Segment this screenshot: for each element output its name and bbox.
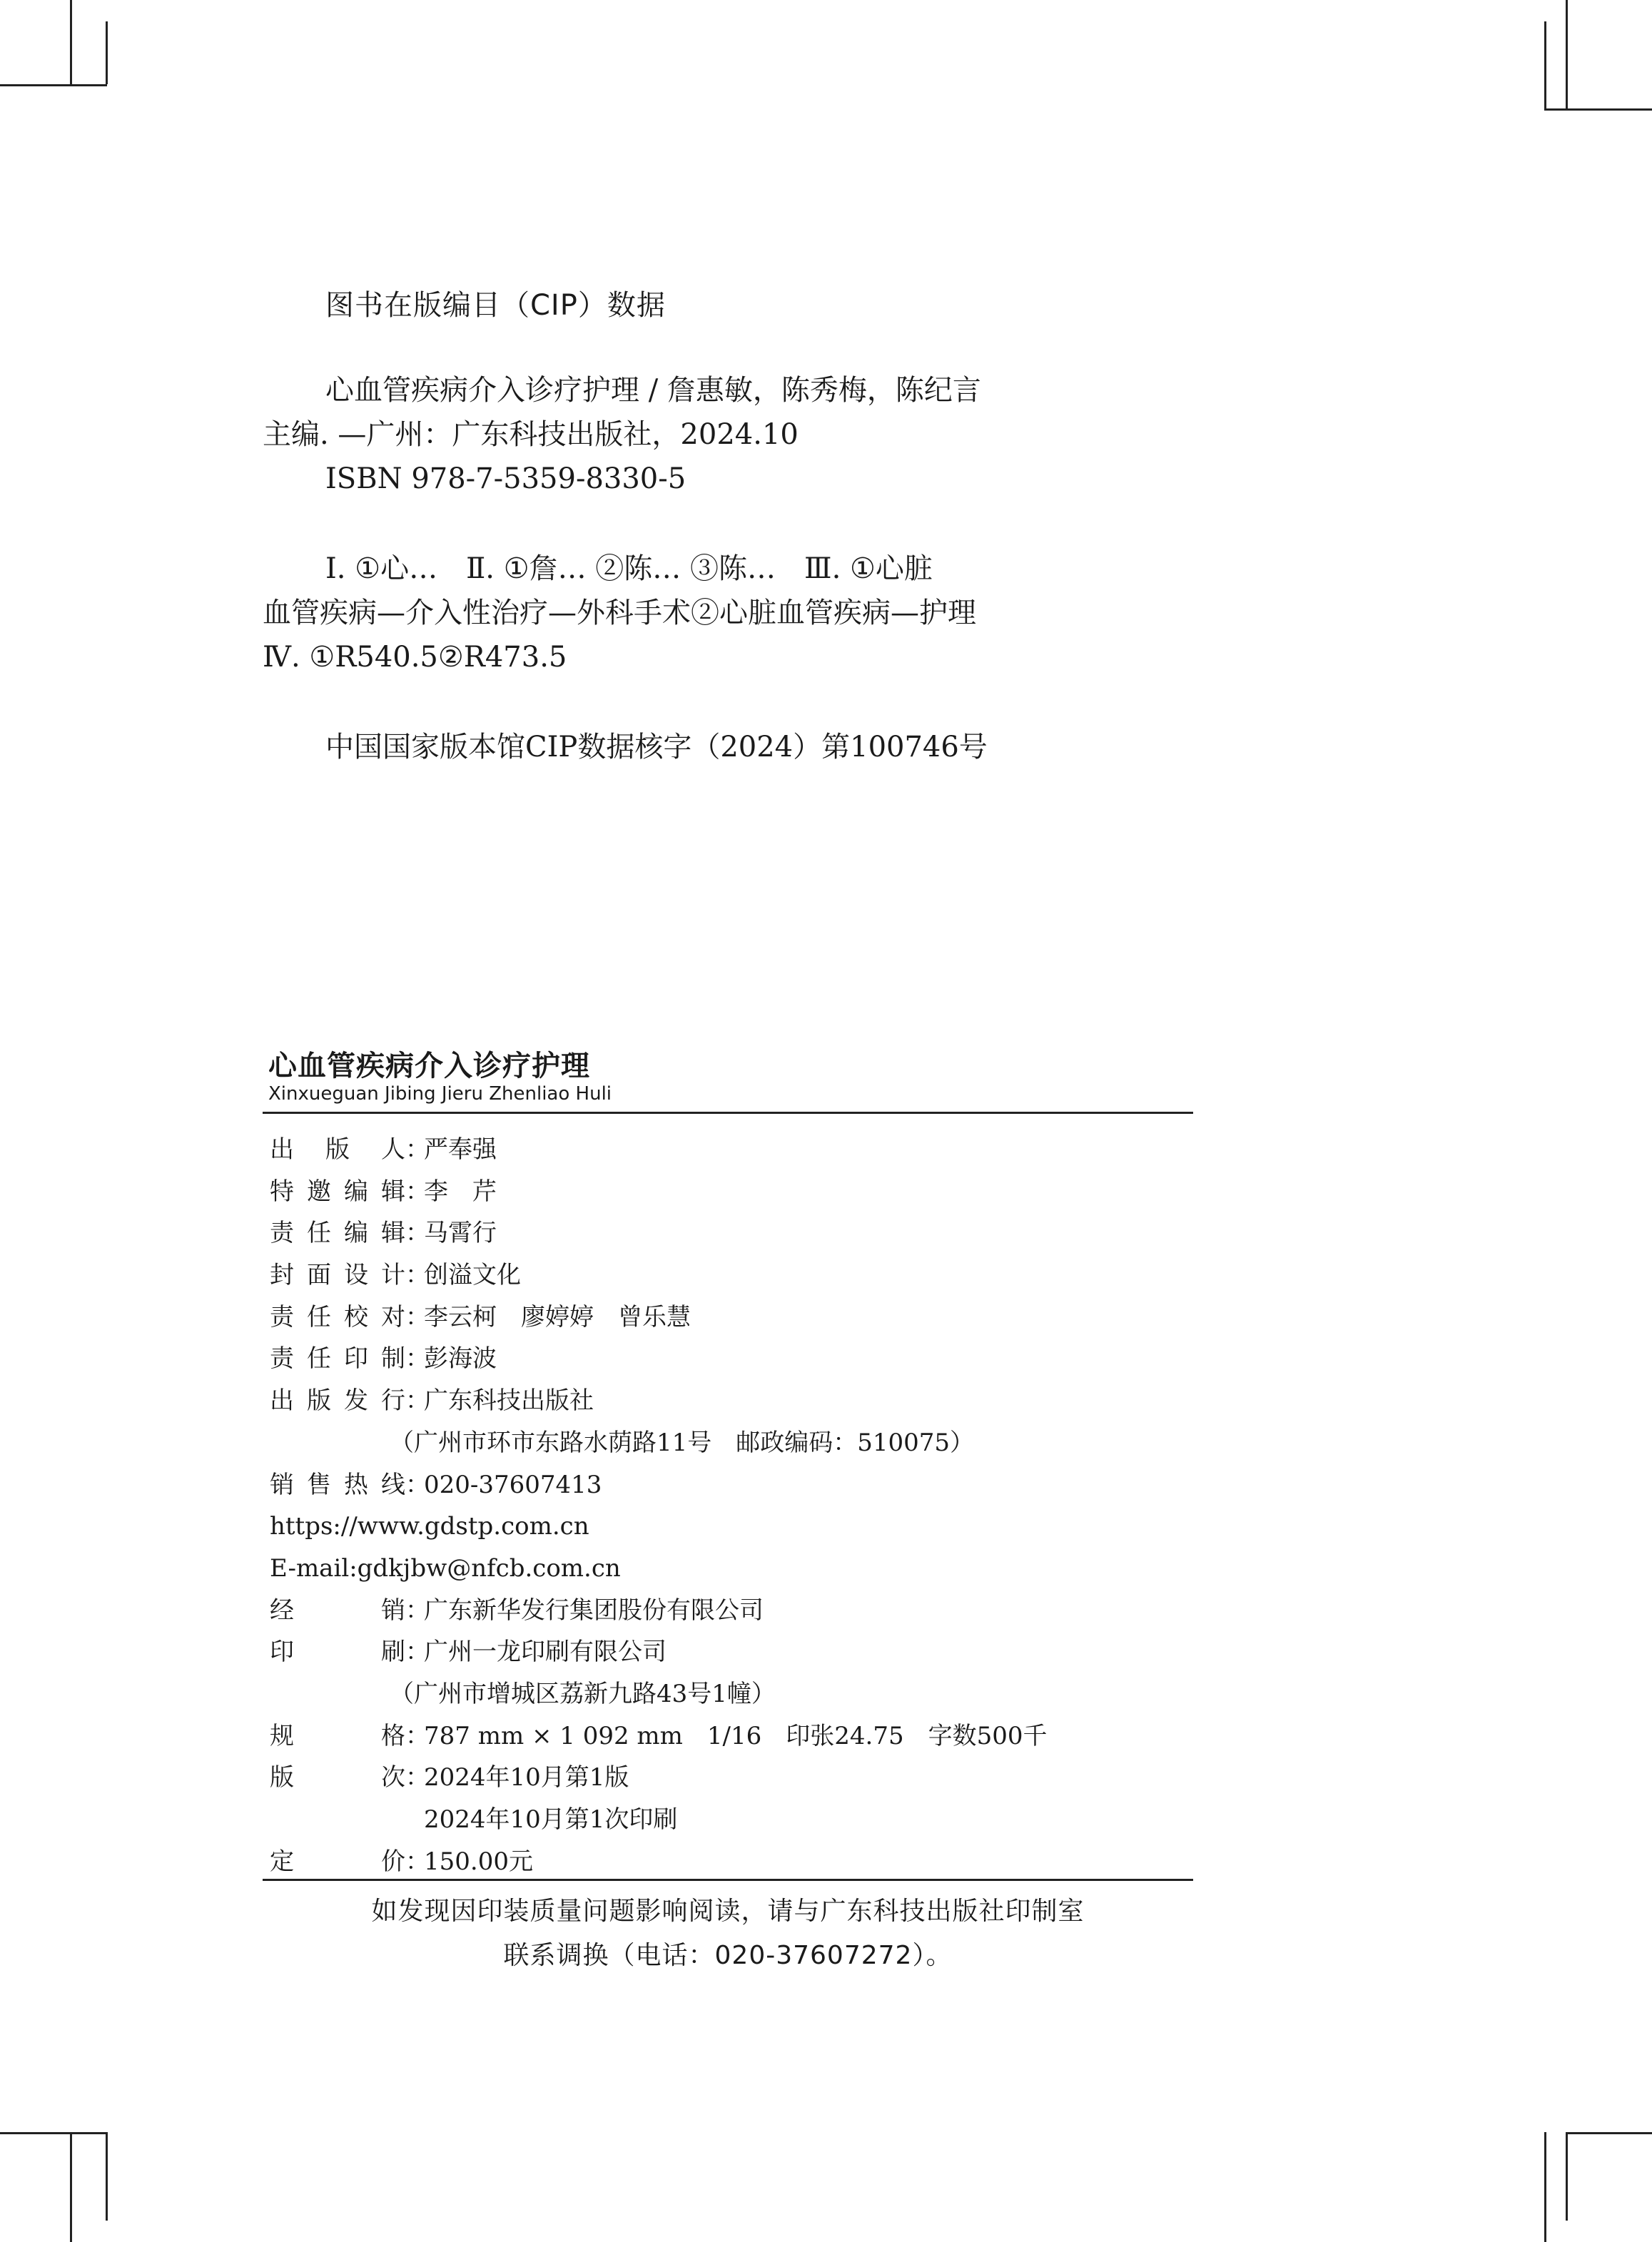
info-value: 创溢文化 <box>424 1261 521 1290</box>
cip-subject-line: Ⅳ. ①R540.5②R473.5 <box>263 641 567 674</box>
info-row-printing-supervisor: 责任印制 ： 彭海波 <box>270 1338 1190 1380</box>
printing-impression: 2024年10月第1次印刷 <box>424 1805 678 1834</box>
notice-line: 如发现因印装质量问题影响阅读，请与广东科技出版社印制室 <box>371 1897 1085 1926</box>
cip-entry <box>263 368 1048 501</box>
info-row-responsible-editor: 责任编辑 ： 马霄行 <box>270 1212 1190 1254</box>
quality-notice <box>263 1890 1193 1978</box>
info-value: 150.00元 <box>424 1847 533 1876</box>
divider-bottom <box>263 1879 1193 1881</box>
info-row-website <box>270 1506 1190 1548</box>
email-link[interactable]: E-mail:gdkjbw@nfcb.com.cn <box>270 1553 621 1583</box>
crop-mark-top-right-v2 <box>1566 0 1568 111</box>
info-label: 责任编辑 <box>270 1219 405 1248</box>
info-label: 出版人 <box>270 1135 405 1164</box>
info-label: 销售热线 <box>270 1470 405 1499</box>
cip-entry-line: 主编. —广州：广东科技出版社，2024.10 <box>263 418 799 451</box>
info-row-distributor: 经销 ： 广东新华发行集团股份有限公司 <box>270 1590 1190 1632</box>
info-value: 广东新华发行集团股份有限公司 <box>424 1596 764 1625</box>
notice-line: 联系调换（电话：020-37607272）。 <box>503 1941 953 1970</box>
info-label: 出版发行 <box>270 1386 405 1416</box>
cip-entry-line: ISBN 978-7-5359-8330-5 <box>325 462 686 495</box>
cip-record <box>263 725 1048 769</box>
publication-info <box>270 1129 1190 1882</box>
info-row-cover-design: 封面设计 ： 创溢文化 <box>270 1254 1190 1297</box>
crop-mark-top-right-h <box>1544 108 1652 111</box>
crop-mark-top-left-v <box>70 0 72 84</box>
info-row-hotline: 销售热线 ： 020-37607413 <box>270 1464 1190 1506</box>
info-row-proofreading: 责任校对 ： 李云柯 廖婷婷 曾乐慧 <box>270 1297 1190 1339</box>
info-row-spec: 规格 ： 787 mm × 1 092 mm 1/16 印张24.75 字数500千 <box>270 1715 1190 1757</box>
info-row-publisher-person: 出版人 ： 严奉强 <box>270 1129 1190 1171</box>
crop-mark-bottom-left-v2 <box>106 2132 108 2221</box>
info-label: 版次 <box>270 1763 405 1792</box>
info-label: 印刷 <box>270 1638 405 1667</box>
info-row-printer: 印刷 ： 广州一龙印刷有限公司 <box>270 1631 1190 1673</box>
info-row-price: 定价 ： 150.00元 <box>270 1841 1190 1883</box>
crop-mark-bottom-right-h <box>1566 2132 1652 2134</box>
cip-heading: 图书在版编目（CIP）数据 <box>325 289 666 322</box>
crop-mark-bottom-right-v <box>1544 2132 1546 2242</box>
cip-subject-line: Ⅰ. ①心… Ⅱ. ①詹… ②陈… ③陈… Ⅲ. ①心脏 <box>325 552 933 585</box>
publisher-address: （广州市环市东路水荫路11号 邮政编码：510075） <box>390 1428 975 1457</box>
info-label: 责任印制 <box>270 1344 405 1374</box>
crop-mark-bottom-left-h <box>0 2132 107 2134</box>
cip-subject-line: 血管疾病—介入性治疗—外科手术②心脏血管疾病—护理 <box>263 597 976 629</box>
book-title: 心血管疾病介入诊疗护理 <box>268 1050 590 1082</box>
info-value: 马霄行 <box>424 1219 497 1248</box>
website-link[interactable]: https://www.gdstp.com.cn <box>270 1512 589 1541</box>
printer-address: （广州市增城区荔新九路43号1幢） <box>390 1679 776 1708</box>
info-value: 李云柯 廖婷婷 曾乐慧 <box>424 1302 691 1331</box>
cip-entry-line: 心血管疾病介入诊疗护理 / 詹惠敏，陈秀梅，陈纪言 <box>325 374 981 407</box>
crop-mark-top-left-h <box>0 84 107 86</box>
info-label: 责任校对 <box>270 1302 405 1331</box>
info-label: 定价 <box>270 1847 405 1876</box>
crop-mark-top-left-v2 <box>106 21 108 84</box>
info-value: 广州一龙印刷有限公司 <box>424 1638 667 1667</box>
cip-subjects <box>263 547 1048 679</box>
info-row-publisher-address <box>270 1422 1190 1464</box>
info-row-publisher: 出版发行 ： 广东科技出版社 <box>270 1380 1190 1422</box>
info-row-edition: 版次 ： 2024年10月第1版 <box>270 1757 1190 1799</box>
info-value: 787 mm × 1 092 mm 1/16 印张24.75 字数500千 <box>424 1721 1048 1750</box>
info-value: 李 芹 <box>424 1177 497 1206</box>
info-row-printing <box>270 1799 1190 1841</box>
info-label: 封面设计 <box>270 1261 405 1290</box>
info-value: 020-37607413 <box>424 1470 602 1499</box>
info-value: 严奉强 <box>424 1135 497 1164</box>
cip-record-number: 中国国家版本馆CIP数据核字（2024）第100746号 <box>325 731 988 764</box>
info-row-special-editor: 特邀编辑 ： 李 芹 <box>270 1171 1190 1213</box>
book-title-pinyin: Xinxueguan Jibing Jieru Zhenliao Huli <box>268 1083 612 1105</box>
crop-mark-bottom-left-v <box>70 2132 72 2242</box>
crop-mark-top-right-v <box>1544 21 1546 111</box>
info-label: 特邀编辑 <box>270 1177 405 1206</box>
info-value: 2024年10月第1版 <box>424 1763 629 1792</box>
divider-top <box>263 1112 1193 1114</box>
info-row-email <box>270 1548 1190 1590</box>
info-value: 彭海波 <box>424 1344 497 1374</box>
info-label: 规格 <box>270 1721 405 1750</box>
info-label: 经销 <box>270 1596 405 1625</box>
info-value: 广东科技出版社 <box>424 1386 594 1416</box>
info-row-printer-address <box>270 1673 1190 1715</box>
crop-mark-bottom-right-v2 <box>1566 2132 1568 2221</box>
